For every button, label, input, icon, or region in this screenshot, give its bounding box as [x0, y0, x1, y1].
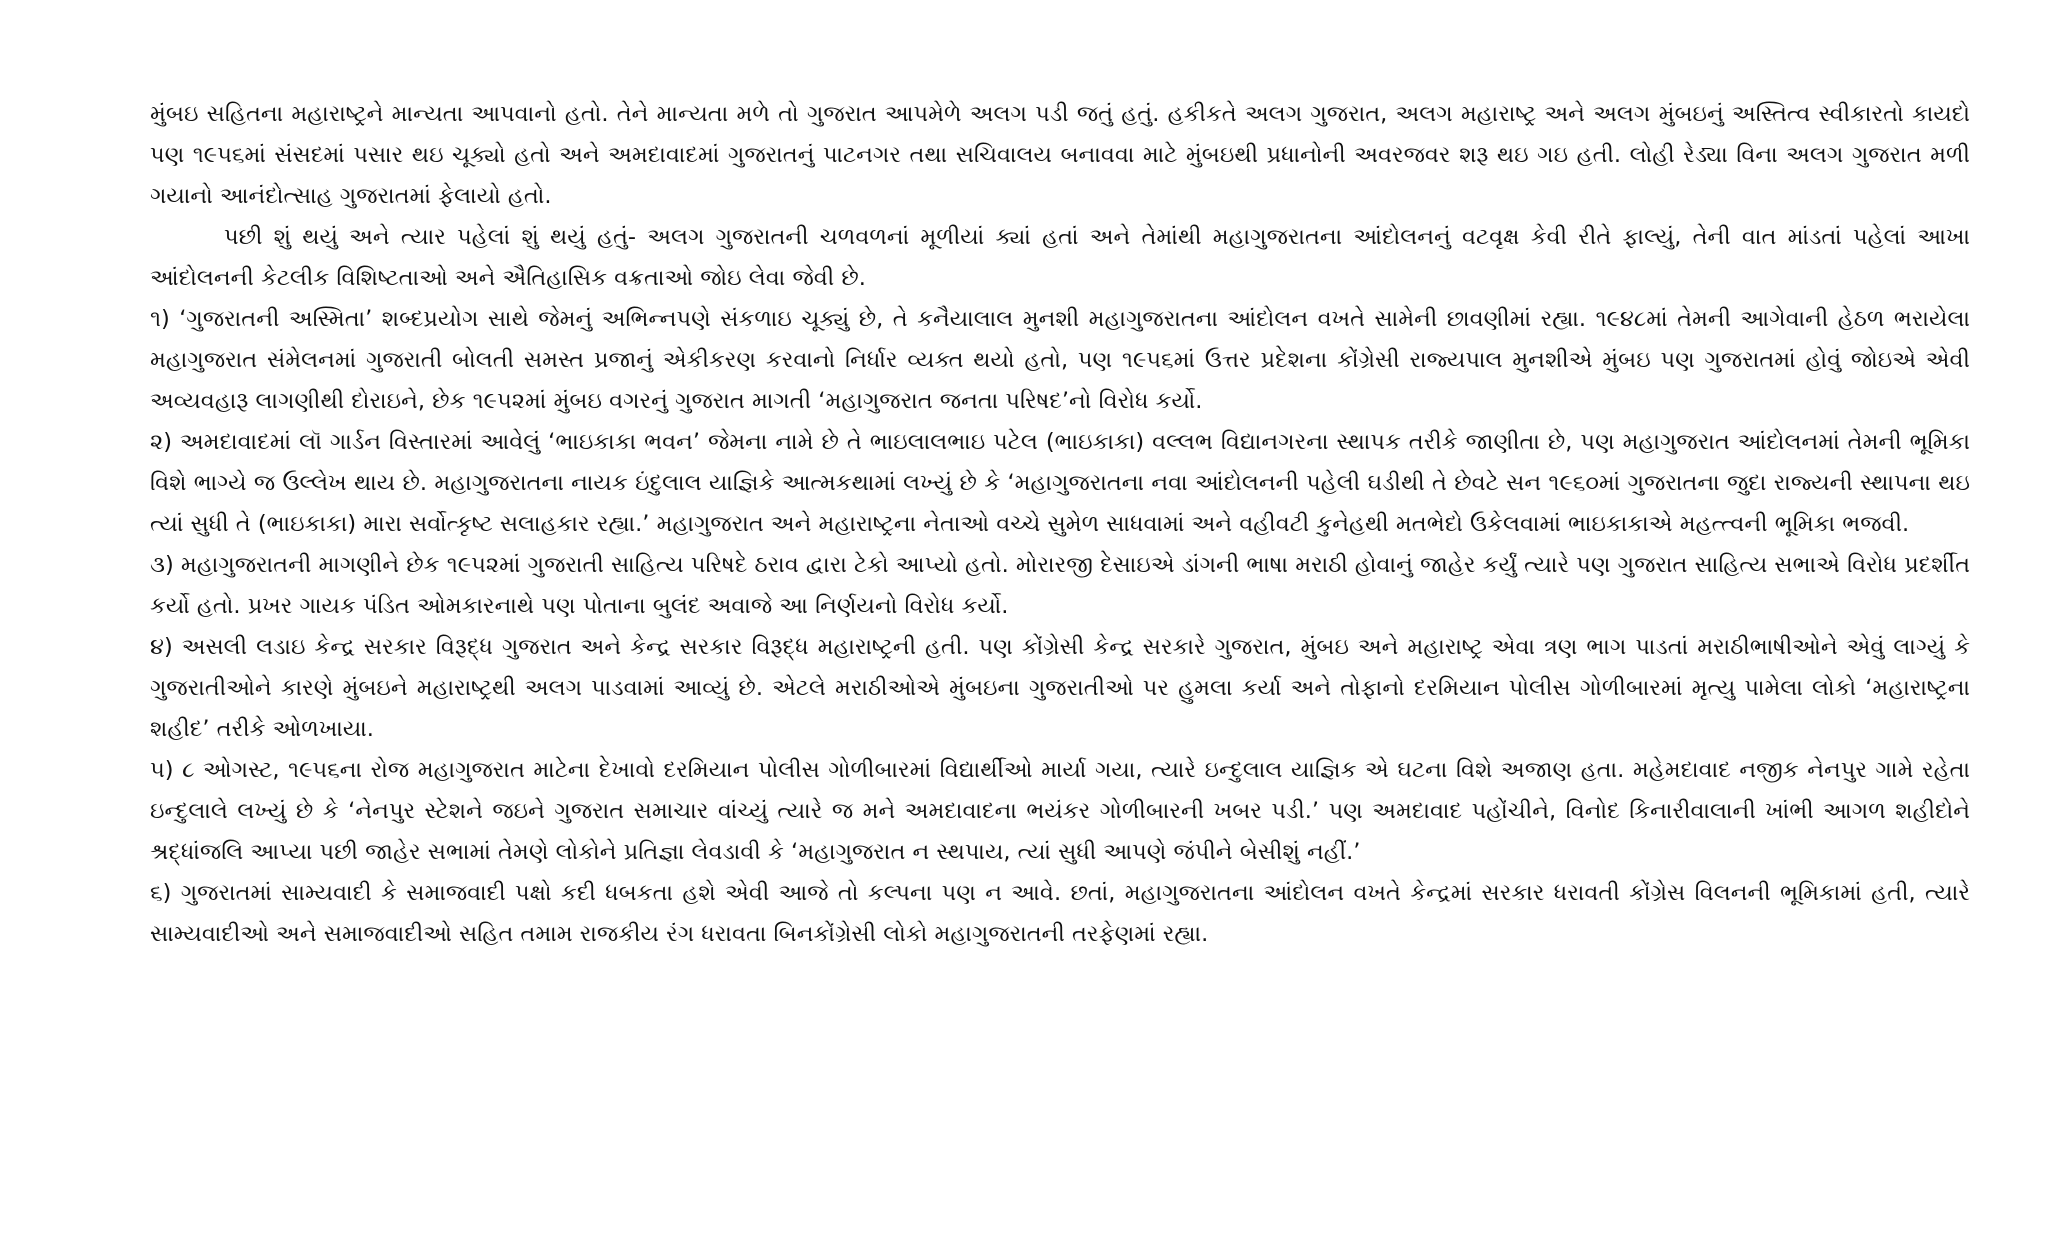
paragraph-intro: મુંબઇ સહિતના મહારાષ્ટ્રને માન્યતા આપવાનો હતો. તેને માન્યતા મળે તો ગુજરાત આપમેળે અલગ પડી જતું હતું. હકીકતે અલગ ગુજરાત, અલગ મહારાષ્ટ્ર અને અલગ મુંબઇનું અસ્તિત્વ સ્વીકારતો કાયદો પણ ૧૯૫૬માં સંસદમાં પસાર થઇ ચૂક્યો હતો અને અમદાવાદમાં ગુજરાતનું પાટનગર તથા સચિવાલય બનાવવા માટે મુંબઇથી પ્રધાનોની અવરજવર શરૂ થઇ ગઇ હતી. લોહી રેડ્યા વિના અલગ ગુજરાત મળી ગયાનો આનંદોત્સાહ ગુજરાતમાં ફેલાયો હતો.	[150, 101, 1970, 209]
paragraph-point-5: ૫) ૮ ઓગસ્ટ, ૧૯૫૬ના રોજ મહાગુજરાત માટેના દેખાવો દરમિયાન પોલીસ ગોળીબારમાં વિદ્યાર્થીઓ માર્યા ગયા, ત્યારે ઇન્દુલાલ યાજ્ઞિક એ ઘટના વિશે અજાણ હતા. મહેમદાવાદ નજીક નેનપુર ગામે રહેતા ઇન્દુલાલે લખ્યું છે કે ‘નેનપુર સ્ટેશને જઇને ગુજરાત સમાચાર વાંચ્યું ત્યારે જ મને અમદાવાદના ભયંકર ગોળીબારની ખબર પડી.’ પણ અમદાવાદ પહોંચીને, વિનોદ કિનારીવાલાની ખાંભી આગળ શહીદોને શ્રદ્ધાંજલિ આપ્યા પછી જાહેર સભામાં તેમણે લોકોને પ્રતિજ્ઞા લેવડાવી કે ‘મહાગુજરાત ન સ્થપાય, ત્યાં સુધી આપણે જંપીને બેસીશું નહીં.’	[150, 757, 1970, 865]
paragraph-point-1: ૧) ‘ગુજરાતની અસ્મિતા’ શબ્દપ્રયોગ સાથે જેમનું અભિન્નપણે સંકળાઇ ચૂક્યું છે, તે કનૈયાલાલ મુનશી મહાગુજરાતના આંદોલન વખતે સામેની છાવણીમાં રહ્યા. ૧૯૪૮માં તેમની આગેવાની હેઠળ ભરાયેલા મહાગુજરાત સંમેલનમાં ગુજરાતી બોલતી સમસ્ત પ્રજાનું એકીકરણ કરવાનો નિર્ધાર વ્યક્ત થયો હતો, પણ ૧૯૫૬માં ઉત્તર પ્રદેશના કોંગ્રેસી રાજ્યપાલ મુનશીએ મુંબઇ પણ ગુજરાતમાં હોવું જોઇએ એવી અવ્યવહારૂ લાગણીથી દોરાઇને, છેક ૧૯૫૨માં મુંબઇ વગરનું ગુજરાત માગતી ‘મહાગુજરાત જનતા પરિષદ’નો વિરોધ કર્યો.	[150, 306, 1970, 414]
document-page	[150, 94, 1970, 955]
paragraph-overview: પછી શું થયું અને ત્યાર પહેલાં શું થયું હતું- અલગ ગુજરાતની ચળવળનાં મૂળીયાં ક્યાં હતાં અને તેમાંથી મહાગુજરાતના આંદોલનનું વટવૃક્ષ કેવી રીતે ફાલ્યું, તેની વાત માંડતાં પહેલાં આખા આંદોલનની કેટલીક વિશિષ્ટતાઓ અને ઐતિહાસિક વક્રતાઓ જોઇ લેવા જેવી છે.	[150, 224, 1970, 291]
paragraph-point-6: ૬) ગુજરાતમાં સામ્યવાદી કે સમાજવાદી પક્ષો કદી ધબકતા હશે એવી આજે તો કલ્પના પણ ન આવે. છતાં, મહાગુજરાતના આંદોલન વખતે કેન્દ્રમાં સરકાર ધરાવતી કોંગ્રેસ વિલનની ભૂમિકામાં હતી, ત્યારે સામ્યવાદીઓ અને સમાજવાદીઓ સહિત તમામ રાજકીય રંગ ધરાવતા બિનકોંગ્રેસી લોકો મહાગુજરાતની તરફેણમાં રહ્યા.	[150, 880, 1970, 947]
paragraph-point-3: ૩) મહાગુજરાતની માગણીને છેક ૧૯૫૨માં ગુજરાતી સાહિત્ય પરિષદે ઠરાવ દ્વારા ટેકો આપ્યો હતો. મોરારજી દેસાઇએ ડાંગની ભાષા મરાઠી હોવાનું જાહેર કર્યું ત્યારે પણ ગુજરાત સાહિત્ય સભાએ વિરોધ પ્રદર્શીત કર્યો હતો. પ્રખર ગાયક પંડિત ઓમકારનાથે પણ પોતાના બુલંદ અવાજે આ નિર્ણયનો વિરોધ કર્યો.	[150, 552, 1970, 619]
paragraph-point-2: ૨) અમદાવાદમાં લૉ ગાર્ડન વિસ્તારમાં આવેલું ‘ભાઇકાકા ભવન’ જેમના નામે છે તે ભાઇલાલભાઇ પટેલ (ભાઇકાકા) વલ્લભ વિદ્યાનગરના સ્થાપક તરીકે જાણીતા છે, પણ મહાગુજરાત આંદોલનમાં તેમની ભૂમિકા વિશે ભાગ્યે જ ઉલ્લેખ થાય છે. મહાગુજરાતના નાયક ઇંદુલાલ યાજ્ઞિકે આત્મકથામાં લખ્યું છે કે ‘મહાગુજરાતના નવા આંદોલનની પહેલી ઘડીથી તે છેવટે સન ૧૯૬૦માં ગુજરાતના જુદા રાજ્યની સ્થાપના થઇ ત્યાં સુધી તે (ભાઇકાકા) મારા સર્વોત્કૃષ્ટ સલાહકાર રહ્યા.’ મહાગુજરાત અને મહારાષ્ટ્રના નેતાઓ વચ્ચે સુમેળ સાધવામાં અને વહીવટી કુનેહથી મતભેદો ઉકેલવામાં ભાઇકાકાએ મહત્ત્વની ભૂમિકા ભજવી.	[150, 429, 1970, 537]
paragraph-point-4: ૪) અસલી લડાઇ કેન્દ્ર સરકાર વિરૂદ્ધ ગુજરાત અને કેન્દ્ર સરકાર વિરૂદ્ધ મહારાષ્ટ્રની હતી. પણ કોંગ્રેસી કેન્દ્ર સરકારે ગુજરાત, મુંબઇ અને મહારાષ્ટ્ર એવા ત્રણ ભાગ પાડતાં મરાઠીભાષીઓને એવું લાગ્યું કે ગુજરાતીઓને કારણે મુંબઇને મહારાષ્ટ્રથી અલગ પાડવામાં આવ્યું છે. એટલે મરાઠીઓએ મુંબઇના ગુજરાતીઓ પર હુમલા કર્યા અને તોફાનો દરમિયાન પોલીસ ગોળીબારમાં મૃત્યુ પામેલા લોકો ‘મહારાષ્ટ્રના શહીદ’ તરીકે ઓળખાયા.	[150, 634, 1970, 742]
